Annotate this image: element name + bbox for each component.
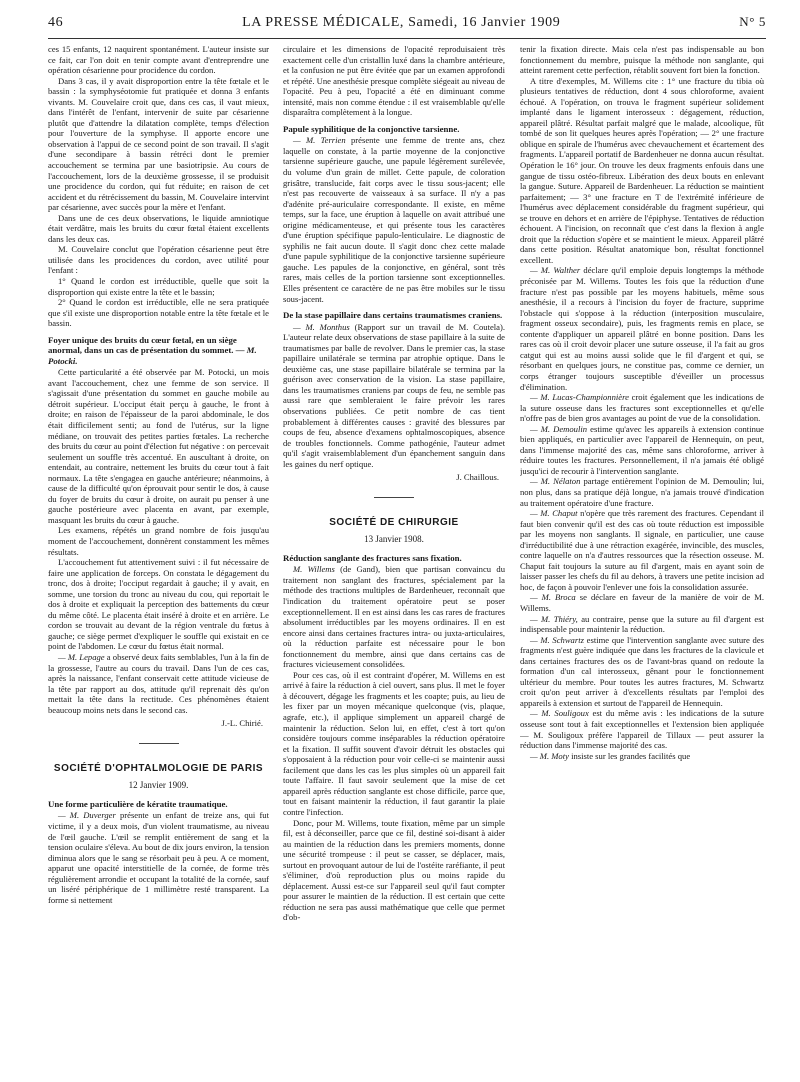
paragraph: — M. Lucas-Championnière croit également que les indications de la suture osseuse dans les fractures sont exceptionnelles et qu'elle n'offre pas de bien gros avantages au point de vue de la consolidation. — [520, 392, 764, 424]
paragraph: ces 15 enfants, 12 naquirent spontanément. L'auteur insiste sur ce fait, car l'on doit en tenir compte avant d'entreprendre une opération césarienne pour procidence du cordon. — [48, 44, 269, 76]
page-number: 46 — [48, 15, 64, 30]
society-title: SOCIÉTÉ D'OPHTALMOLOGIE DE PARIS — [53, 762, 264, 774]
author: — M. Potocki. — [48, 345, 257, 366]
author: — M. Broca — [530, 592, 576, 603]
author: — M. Monthus — [293, 321, 350, 332]
paragraph: — M. Lepage a observé deux faits semblables, l'un à la fin de la grossesse, l'autre au cours du travail. Dans l'un de ces cas, après la naissance, l'enfant conservait cette attitude vicieuse de la tête par rapport au dos, attitude qu'il reprenait dès qu'on mettait la tête dans la rectitude. Ces phénomènes étaient beaucoup moins nets dans le second cas. — [48, 652, 269, 715]
divider — [374, 497, 414, 498]
author: — M. Souligoux — [530, 708, 589, 719]
paragraph: M. Willems (de Gand), bien que partisan convaincu du traitement non sanglant des fractures, spécialement par la méthode des tractions multiples de Bardenheuer, reconnaît que l'indication du traitement opératoire peut se poser exceptionnellement. Il en est ainsi dans les cas rares de fractures absolument irréductibles par les moyens ordinaires. Il en est encore ainsi dans certaines fractures intra- ou juxta-articulaires, où la réduction parfaite est nécessaire pour le bon fonctionnement du membre, ainsi que dans certains cas de fractures vicieusement consolidées. — [283, 564, 505, 670]
paragraph: 1° Quand le cordon est irréductible, quelle que soit la disproportion qui existe entre la tête et le bassin; — [48, 276, 269, 297]
column-2 — [283, 44, 505, 1074]
author: — M. Nélaton — [530, 476, 581, 487]
paragraph: M. Couvelaire conclut que l'opération césarienne peut être utilisée dans les procidences du cordon, avec utilité pour l'enfant : — [48, 244, 269, 276]
author: — M. Demoulin — [530, 423, 588, 434]
page-header — [48, 14, 766, 34]
paragraph: Cette particularité a été observée par M. Potocki, un mois avant l'accouchement, chez une femme de son service. Il s'agissait d'une présentation du sommet en gauche mobile au détroit supérieur. L'occiput était perçu à gauche, le front à droite; en raison de l'épaisseur de la paroi abdominale, le dos était difficilement senti; au fond de l'utérus, sur la ligne médiane, on trouvait des petites parties fœtales. La recherche des bruits du cœur au point d'élection fut négative : on percevait seulement un souffle très accentué. En auscultant à droite, on entendait, au contraire, nettement les bruits du cœur tout à fait normaux. La tête s'engagea en gauche antérieure; néanmoins, à cause de la difficulté qu'on éprouvait pour sentir le dos, à cause du foyer de bruits du cœur à droite, on aurait pu penser à une gauche postérieure avec placenta en avant, par exemple, masquant les bruits du cœur à gauche. — [48, 367, 269, 525]
paragraph: — M. Terrien présente une femme de trente ans, chez laquelle on constate, à la partie moyenne de la conjonctive tarsienne supérieure gauche, une papule légèrement surélevée, du volume d'un grain de millet. Cette papule, de coloration grisâtre, translucide, fait corps avec le tissu sous-jacent; elle n'est pas recouverte de vaisseaux à sa surface. Il n'y a pas d'adénite pré-auriculaire correspondante. Il existe, en même temps, sur la face, une éruption à laquelle on avait attribué une origine médicamenteuse, et qui présente tous les caractères d'une éruption spécifique papulo-lenticulaire. Le diagnostic de syphilis ne fait aucun doute. Il s'agit donc chez cette malade d'une papule syphilitique de la conjonctive tarsienne supérieure gauche. Les papules de la conjonctive, en général, sont très rares, mais celles de la portion tarsienne sont exceptionnelles. Elles présentent ce caractère de ne pas être mobiles sur le tissu sous-jacent. — [283, 135, 505, 304]
author: — M. Duverger — [58, 810, 116, 821]
signature: J. Chaillous. — [456, 472, 499, 483]
signature: J.-L. Chirié. — [221, 718, 263, 729]
journal-title: LA PRESSE MÉDICALE, Samedi, 16 Janvier 1909 — [242, 15, 561, 30]
paragraph: — M. Nélaton partage entièrement l'opinion de M. Demoulin; lui, non plus, dans sa pratique déjà longue, n'a jamais trouvé d'indication au traitement opératoire d'une fracture. — [520, 476, 764, 508]
section-heading: De la stase papillaire dans certains traumatismes craniens. — [283, 310, 503, 321]
paragraph: — M. Chaput n'opère que très rarement des fractures. Cependant il faut bien convenir qu'il est des cas où toute réduction est impossible par les moyens non sanglants. Il signale, en particulier, une cause d'irréductibilité due à une rétraction exagérée, invincible, des muscles, contre laquelle on n'a d'autres ressources que la résection osseuse. M. Chaput fait toujours la suture au fil d'argent, mais en ayant soin de laisser passer les chefs du fil au dehors, à travers une petite incision ad hoc, de façon à pouvoir l'enlever une fois la consolidation assurée. — [520, 508, 764, 592]
session-date: 13 Janvier 1908. — [364, 534, 424, 545]
author: M. Willems — [293, 564, 335, 575]
paragraph: Les examens, répétés un grand nombre de fois jusqu'au moment de l'accouchement, donnèrent constamment les mêmes résultats. — [48, 525, 269, 557]
paragraph: Dans 3 cas, il y avait disproportion entre la tête fœtale et le bassin : la symphyséotomie fut pratiquée et donna 3 enfants vivants. M. Couvelaire croit que, dans ces cas, il vaut mieux, dans l'intérêt de l'enfant, intervenir de suite par césarienne plutôt que d'attendre la dilatation complète, temps d'élection pour l'ouverture de la symphyse. Il apporte encore une observation à l'appui de ce second point de son travail. Il s'agit d'une secondipare à bassin rétréci dont le premier accouchement se termina par une basiotripsie. Au cours de l'accouchement, lors de la deuxième grossesse, il se produisit une procidence du cordon, qui fut réduite; en raison de cet accident et du rétrécissement du bassin, M. Couvelaire intervint par césarienne, avec succès pour la mère et l'enfant. — [48, 75, 269, 213]
issue-number: N° 5 — [739, 14, 766, 29]
paragraph: — M. Monthus (Rapport sur un travail de M. Coutela). L'auteur relate deux observations de stase papillaire à la suite de traumatismes par balle de revolver. Dans le premier cas, la stase papillaire unilatérale se termina par atrophie optique. Dans le deuxième cas, une stase papillaire bilatérale se termina par la guérison avec conservation de la vision. La stase papillaire, dans les traumatismes craniens par coups de feu, ne semble pas aussi rare que sembleraient le faire prévoir les rares observations publiées. Ce petit nombre de cas tient probablement à différentes causes : gravité des blessures par coups de feu, absence d'examens ophtalmoscopiques, absence de troubles fonctionnels. Comme pathogénie, l'auteur admet qu'il s'agit vraisemblablement d'un épanchement sanguin dans les gaines du nerf optique. — [283, 321, 505, 469]
paragraph: — M. Broca se déclare en faveur de la manière de voir de M. Willems. — [520, 592, 764, 613]
paragraph: — M. Moty insiste sur les grandes facilités que — [530, 750, 691, 761]
section-heading: Papule syphilitique de la conjonctive tarsienne. — [283, 123, 460, 134]
paragraph: circulaire et les dimensions de l'opacité reproduisaient très exactement celle d'un cristallin luxé dans la chambre antérieure, et la confusion ne put être évitée que par un examen approfondi et répété. Une anesthésie presque complète siégeait au niveau de l'opacité. Peu à peu, l'opacité a été en diminuant comme intensité, mais non comme étendue : il est vraisemblable qu'elle disparaîtra complètement à la longue. — [283, 44, 505, 118]
paragraph: Dans une de ces deux observations, le liquide amniotique était verdâtre, mais les bruits du cœur fœtal étaient excellents dans les deux cas. — [48, 212, 269, 244]
author: — M. Schwartz — [530, 634, 584, 645]
section-heading: Foyer unique des bruits du cœur fœtal, en un siège anormal, dans un cas de présentation du sommet. — M. Potocki. — [48, 334, 257, 366]
author: — M. Lepage — [58, 652, 105, 663]
author: — M. Thiéry, — [530, 613, 578, 624]
column-3 — [520, 44, 764, 1074]
header-rule — [48, 38, 766, 39]
paragraph: A titre d'exemples, M. Willems cite : 1° une fracture du tibia où plusieurs tentatives de réduction, dont 4 sous chloroforme, avaient échoué. A l'opération, on trouva le fragment supérieur solidement implanté dans le ligament interosseux : dégagement, réduction, appareil plâtré. Résultat parfait malgré que le malade, alcoolique, fût tombé de son lit quelques heures après l'opération; — 2° une fracture oblique en spirale de l'humérus avec chevauchement et écartement des fragments. L'appareil portatif de Bardenheuer ne donna aucun résultat. Opération le 16° jour. On trouve les deux fragments enfouis dans une gangue de tissu ostéo-fibreux. Libération des deux bouts en enlevant la gangue. Suture. Appareil de Bardenheuer. La réduction se maintient parfaitement; — 3° une fracture en T de l'extrémité inférieure de l'humérus avec déplacement considérable du fragment supérieur, qui se trouve en dehors et en arrière de l'épiphyse. Tentatives de réduction échouent. A l'incision, on reconnaît que c'est dans la flexion à angle droit que la réduction s'opère et se maintient le mieux. Appareil plâtré dans cette position. Résultat anatomique bon, résultat fonctionnel excellent. — [520, 75, 764, 265]
author: — M. Terrien — [293, 135, 346, 146]
author: — M. Walther — [530, 265, 581, 276]
paragraph: — M. Walther déclare qu'il emploie depuis longtemps la méthode préconisée par M. Willems. Toutes les fois que la réduction d'une fracture n'est pas possible par les moyens habituels, même sous anesthésie, il a recours à l'incision du foyer de fracture, supprime l'obstacle qui s'oppose à la réduction (interposition musculaire, fragment osseux secondaire), puis, les fragments remis en place, se contente d'appliquer un appareil plâtré en bonne position. Dans les rares cas où il croit devoir placer une suture osseuse, il l'a fait au gros catgut qui est au moins aussi solide que le fil d'argent et qui, se résorbant en quelques jours, ne constitue pas, comme ce dernier, un corps étranger toujours susceptible d'éveiller un processus d'élimination. — [520, 265, 764, 392]
paragraph: — M. Schwartz estime que l'intervention sanglante avec suture des fragments n'est guère indiquée que dans les fractures de la clavicule et dans certaines fractures des os de l'avant-bras quand on redoute la formation d'un cal interosseux, gênant pour le fonctionnement ultérieur du membre. Pour toutes les autres fractures, M. Schwartz croit qu'on peut arriver à d'excellents résultats par l'emploi des appareils à extension et surtout de l'appareil de Hennequin. — [520, 634, 764, 708]
paragraph: Pour ces cas, où il est contraint d'opérer, M. Willems en est arrivé à faire la réduction à ciel ouvert, sans plus. Il met le foyer à découvert, dégage les fragments et les coapte; puis, au lieu de les fixer par un moyen mécanique quelconque (vis, plaque, agrafe, etc.), il applique simplement un appareil chargé de maintenir la réduction. Selon lui, en effet, c'est à tort qu'on considère toujours comme inséparables la réduction opératoire et la fixation. Il suffit souvent d'avoir détruit les obstacles qui s'opposaient à la réduction pour voir celle-ci se maintenir aussi facilement que dans les cas les plus simples où un appareil fait toute l'affaire. Il faut savoir seulement que la mise de cet appareil après réduction sanglante est chose difficile, parce que, tout en faisant maintenir la réduction, il faut garantir la plaie contre l'infection. — [283, 669, 505, 817]
paragraph: — M. Souligoux est du même avis : les indications de la suture osseuse sont tout à fait exceptionnelles et l'extension bien appliquée — M. Souligoux préfère l'appareil de Tillaux — peut assurer la réduction dans l'immense majorité des cas. — [520, 708, 764, 751]
column-1 — [48, 44, 269, 1074]
paragraph: — M. Thiéry, au contraire, pense que la suture au fil d'argent est indispensable pour maintenir la réduction. — [520, 613, 764, 635]
author: — M. Lucas-Championnière — [530, 392, 629, 403]
paragraph: Donc, pour M. Willems, toute fixation, même par un simple fil, est à déconseiller, parce que ce fil, destiné soi-disant à aider au maintien de la réduction dans les premiers moments, donne une sécurité trompeuse : il peut se casser, se déplacer, mais, surtout en provoquant autour de lui de l'ostéite raréfiante, il peut s'éliminer, d'où reproduction plus ou moins rapide du déplacement. Aussi est-ce sur l'appareil seul qu'il faut compter pour assurer le maintien de la réduction. Il est certain que cette réduction ne sera pas aussi mathématique que celle que permet d'ob- — [283, 817, 505, 923]
session-date: 12 Janvier 1909. — [128, 780, 189, 791]
paragraph: 2° Quand le cordon est irréductible, elle ne sera pratiquée que s'il existe une disproportion notable entre la tête fœtale et le bassin. — [48, 297, 269, 329]
section-heading: Une forme particulière de kératite traumatique. — [48, 798, 228, 809]
section-heading: Réduction sanglante des fractures sans fixation. — [283, 552, 462, 563]
divider — [139, 743, 179, 744]
author: — M. Chaput — [530, 508, 578, 519]
paragraph: L'accouchement fut attentivement suivi : il fut nécessaire de faire une application de forceps. On constata le dégagement du tronc, dos à droite; l'occiput regardait à gauche; il y avait, en somme, une torsion du tronc au niveau du cou, qui reportait le dos à droite et expliquait la perception des battements du cœur du même côté. Le placenta était inséré à droite et en arrière. Le cordon se trouvait au devant de la région ventrale du fœtus à gauche; ce siège permet d'expliquer le souffle qui existait en ce point de l'abdomen. Le cœur du fœtus était normal. — [48, 557, 269, 652]
paragraph: — M. Duverger présente un enfant de treize ans, qui fut victime, il y a deux mois, d'un violent traumatisme, au niveau de l'œil gauche. L'œil se remplit entièrement de sang et la tension oculaire s'éleva. Au bout de dix jours environ, la tension diminua alors que le sang se résorbait peu à peu. A ce moment, apparut une opacité interstitielle de la cornée, de forme très régulièrement arrondie et occupant la totalité de la cornée, sauf un liséré périphérique de 1 millimètre resté transparent. La forme si nettement — [48, 810, 269, 905]
society-title: SOCIÉTÉ DE CHIRURGIE — [329, 516, 459, 528]
paragraph: — M. Demoulin estime qu'avec les appareils à extension continue bien appliqués, en particulier avec l'appareil de Hennequin, on peut, dans l'immense majorité des cas, même sans chloroforme, arriver à réduire toutes les fractures. Personnellement, il n'a jamais été obligé jusqu'ici de recourir à l'intervention sanglante. — [520, 423, 764, 476]
paragraph: tenir la fixation directe. Mais cela n'est pas indispensable au bon fonctionnement du membre, puisque la méthode non sanglante, qui atteint rarement cette perfection, rétablit souvent fort bien la fonction. — [520, 44, 764, 76]
author: — M. Moty — [530, 750, 569, 761]
